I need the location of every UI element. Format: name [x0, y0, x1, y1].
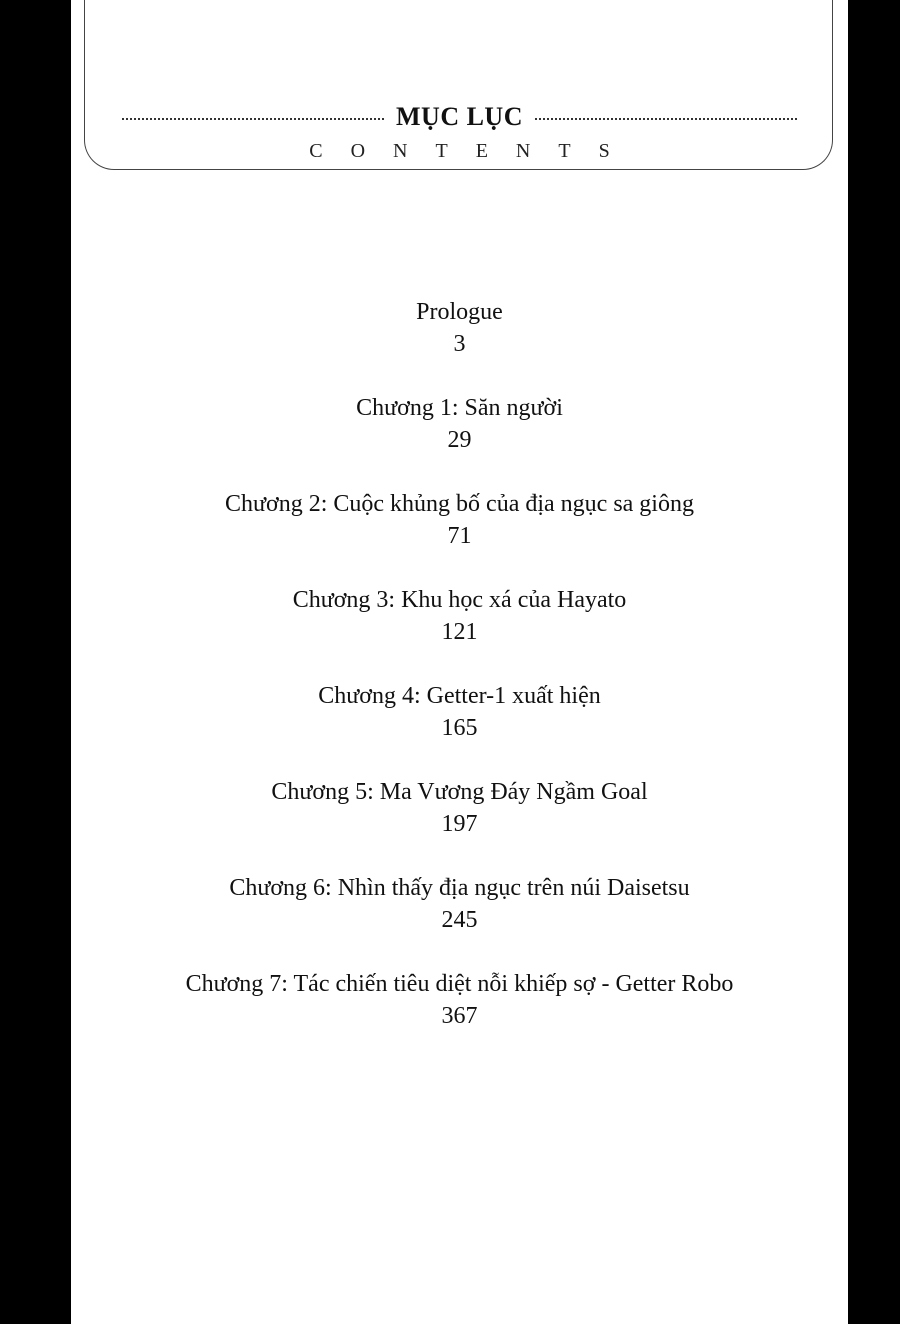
toc-entry-page: 197 — [441, 811, 478, 837]
toc-entry-chapter-4 — [71, 680, 848, 776]
toc-entry-title: Chương 5: Ma Vương Đáy Ngầm Goal — [271, 779, 648, 805]
toc-entry-chapter-2 — [71, 488, 848, 584]
toc-entry-chapter-5 — [71, 776, 848, 872]
toc-entry-title: Chương 3: Khu học xá của Hayato — [292, 587, 627, 613]
toc-entry-title: Chương 4: Getter-1 xuất hiện — [318, 683, 601, 709]
page-title: MỤC LỤC — [396, 102, 523, 131]
toc-entry-chapter-3 — [71, 584, 848, 680]
toc-entry-prologue — [71, 296, 848, 392]
toc-entry-page: 367 — [441, 1003, 478, 1029]
toc-entry-page: 245 — [441, 907, 478, 933]
toc-entry-chapter-1 — [71, 392, 848, 488]
toc-entry-title: Chương 2: Cuộc khủng bố của địa ngục sa giông — [225, 491, 694, 517]
toc-entry-title: Chương 6: Nhìn thấy địa ngục trên núi Daisetsu — [229, 875, 690, 901]
book-page — [71, 0, 848, 1324]
table-of-contents — [71, 296, 848, 1064]
page-subtitle: CONTENTS — [309, 140, 638, 162]
header-title-row — [71, 100, 848, 134]
toc-entry-page: 165 — [441, 715, 478, 741]
toc-entry-title: Chương 1: Săn người — [356, 395, 563, 421]
toc-entry-page: 71 — [447, 523, 472, 549]
toc-entry-page: 3 — [453, 331, 466, 357]
dotted-rule-right — [535, 118, 797, 120]
toc-entry-chapter-7 — [71, 968, 848, 1064]
toc-entry-page: 29 — [447, 427, 472, 453]
dotted-rule-left — [122, 118, 384, 120]
toc-entry-title: Prologue — [416, 299, 503, 325]
toc-entry-page: 121 — [441, 619, 478, 645]
toc-entry-title: Chương 7: Tác chiến tiêu diệt nỗi khiếp sợ - Getter Robo — [185, 971, 734, 997]
toc-entry-chapter-6 — [71, 872, 848, 968]
